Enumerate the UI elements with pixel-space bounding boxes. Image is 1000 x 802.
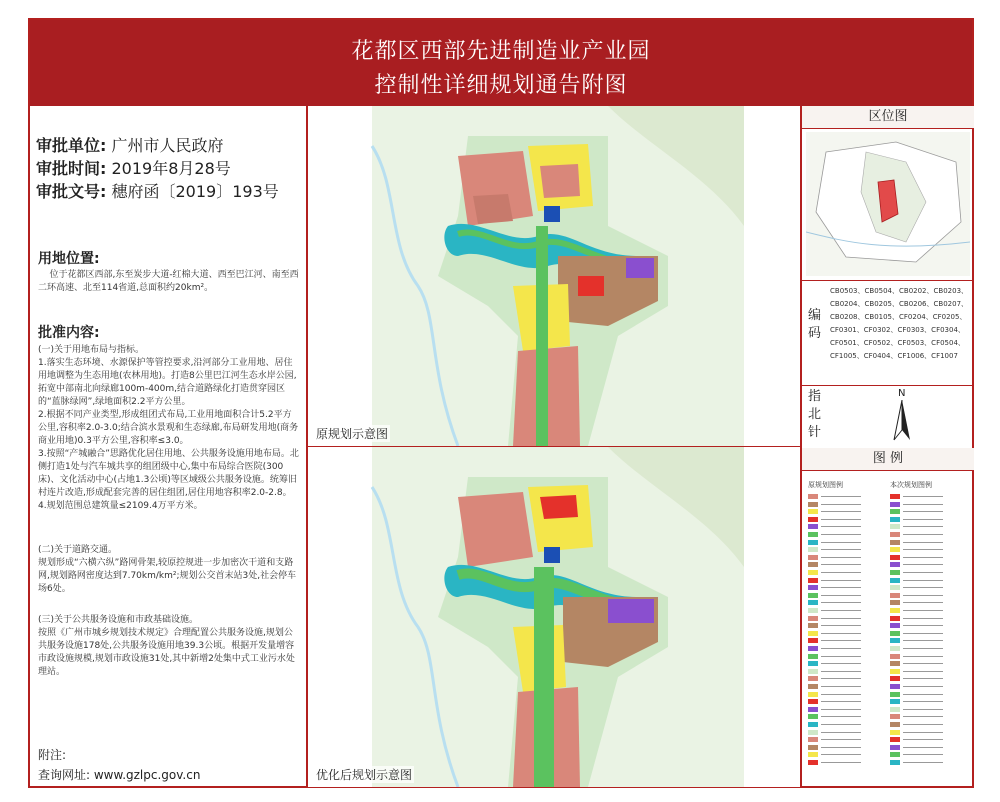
commercial-block [540, 495, 578, 519]
legend-text-line [903, 633, 943, 634]
legend-swatch [890, 585, 900, 590]
legend-text-line [821, 701, 861, 702]
legend-swatch [890, 562, 900, 567]
legend-swatch [808, 669, 818, 674]
legend-text-line [903, 686, 943, 687]
legend-text-line [903, 504, 943, 505]
legend-swatch [808, 676, 818, 681]
legend-swatch [808, 517, 818, 522]
legend-text-line [821, 671, 861, 672]
legend-swatch [808, 562, 818, 567]
content-section-3: (三)关于公共服务设施和市政基础设施。 按照《广州市城乡规划技术规定》合理配置公共服务设施,规划公共服务设施178处,公共服务设施用地39.3公顷。根据开发量增容市政设施规模,规划市政设施31处,其中新增2处集中式工业污水处理站。 [38, 615, 295, 677]
legend-swatch [808, 600, 818, 605]
content-section-2: (二)关于道路交通。 规划形成“六横六纵”路网骨架,较原控规进一步加密次干道和支路网,规划路网密度达到7.70km/km²;规划公交首末站3处,社会停车场6处。 [38, 545, 297, 594]
legend-swatch [890, 692, 900, 697]
code-list: CB0503、CB0504、CB0202、CB0203、CB0204、CB0205、CB0206、CB0207、CB0208、CB0105、CF0204、CF0205、CF0301、CF0302、CF0303、CF0304、CF0501、CF0502、CF0503、CF0504、CF1005、CF0404、CF1006、CF1007 [830, 287, 969, 360]
legend-text-line [903, 496, 943, 497]
legend-swatch [890, 745, 900, 750]
legend-swatch [808, 509, 818, 514]
legend-text-line [821, 762, 861, 763]
legend-text-line [903, 595, 943, 596]
legend-text-line [903, 739, 943, 740]
public-facility-block [528, 485, 593, 552]
legend-swatch [808, 623, 818, 628]
location-title: 用地位置: [38, 251, 100, 267]
location-inset-map [806, 132, 970, 276]
legend-text-line [903, 732, 943, 733]
legend-text-line [821, 656, 861, 657]
legend-swatch [890, 752, 900, 757]
legend-swatch [808, 699, 818, 704]
legend-text-line [821, 534, 861, 535]
legend-text-line [903, 762, 943, 763]
legend-text-line [821, 747, 861, 748]
legend-swatch [890, 699, 900, 704]
legend-text-line [821, 633, 861, 634]
legend-swatch [808, 608, 818, 613]
legend-swatch [890, 654, 900, 659]
legend-swatch [890, 722, 900, 727]
legend-text-line [821, 618, 861, 619]
legend-text-line [903, 602, 943, 603]
optimized-plan-label: 优化后规划示意图 [316, 768, 413, 782]
legend-text-line [821, 686, 861, 687]
legend-text-line [903, 648, 943, 649]
legend-swatch [808, 616, 818, 621]
legend-swatch [808, 631, 818, 636]
legend-swatch [808, 684, 818, 689]
legend-swatch [808, 654, 818, 659]
notes-label: 附注: [38, 748, 67, 762]
legend-swatch [890, 737, 900, 742]
legend-swatch [890, 760, 900, 765]
utility-block [544, 206, 560, 222]
legend-swatch [890, 547, 900, 552]
legend-swatch [808, 646, 818, 651]
legend-swatch [808, 532, 818, 537]
legend-swatch [890, 714, 900, 719]
legend-swatch [890, 646, 900, 651]
legend-swatch [808, 570, 818, 575]
legend-swatch [890, 631, 900, 636]
legend-text-line [903, 724, 943, 725]
legend-swatch [808, 752, 818, 757]
arrow-light-half [894, 400, 902, 440]
legend-swatch [808, 714, 818, 719]
arrow-dark-half [902, 400, 910, 440]
title-banner [30, 20, 972, 106]
legend-text-line [821, 694, 861, 695]
legend-text-line [903, 549, 943, 550]
legend-text-line [821, 587, 861, 588]
legend-swatch [890, 616, 900, 621]
north-label: 指北针 [808, 389, 822, 440]
legend-text-line [821, 709, 861, 710]
map-frame [28, 18, 974, 788]
legend-swatch [890, 509, 900, 514]
legend-text-line [903, 557, 943, 558]
legend-text-line [821, 557, 861, 558]
approval-info [36, 134, 279, 203]
legend-swatch [808, 707, 818, 712]
optimized-plan-map [308, 447, 800, 787]
legend-swatch [808, 524, 818, 529]
legend-section [802, 448, 974, 788]
legend-swatch [890, 570, 900, 575]
legend-text-line [821, 610, 861, 611]
legend-text-line [821, 511, 861, 512]
legend-swatch [808, 502, 818, 507]
legend-swatch [890, 600, 900, 605]
title-line-2: 控制性详细规划通告附图 [374, 73, 628, 98]
legend-text-line [821, 716, 861, 717]
legend-text-line [903, 701, 943, 702]
query-url: 查询网址: www.gzlpc.gov.cn [38, 768, 201, 782]
legend-text-line [903, 526, 943, 527]
legend-swatch [890, 623, 900, 628]
legend-text-line [821, 663, 861, 664]
approval-time: 审批时间: 2019年8月28号 [36, 159, 231, 178]
legend-text-line [821, 754, 861, 755]
original-plan-map [308, 106, 800, 448]
legend-text-line [821, 549, 861, 550]
north-letter: N [898, 388, 906, 399]
legend-swatch [890, 661, 900, 666]
legend-swatch [808, 722, 818, 727]
legend-col1-title: 原规划图例 [808, 481, 843, 489]
legend-text-line [903, 678, 943, 679]
legend-swatch [808, 585, 818, 590]
legend-text-line [903, 709, 943, 710]
research-block [626, 258, 654, 278]
legend-swatch [890, 578, 900, 583]
legend-swatch [890, 638, 900, 643]
legend-text-line [821, 732, 861, 733]
green-corridor [534, 567, 554, 787]
legend-swatch [808, 494, 818, 499]
legend-text-line [821, 724, 861, 725]
legend-swatch [890, 684, 900, 689]
legend-text-line [903, 564, 943, 565]
legend-swatch [890, 669, 900, 674]
code-section [802, 280, 974, 386]
legend-swatch [808, 555, 818, 560]
approval-unit: 审批单位: 广州市人民政府 [36, 136, 224, 155]
legend-col2-title: 本次规划图例 [890, 481, 932, 489]
legend-swatch [890, 676, 900, 681]
legend-swatch [890, 608, 900, 613]
legend-text-line [821, 648, 861, 649]
legend-swatch [808, 745, 818, 750]
code-label: 编码 [808, 308, 822, 341]
legend-text-line [903, 671, 943, 672]
legend-swatch [808, 737, 818, 742]
legend-swatch [890, 730, 900, 735]
legend-text-line [903, 754, 943, 755]
legend-text-line [821, 625, 861, 626]
approval-content-title: 批准内容: [38, 325, 100, 341]
legend-text-line [821, 678, 861, 679]
legend-text-line [903, 587, 943, 588]
legend-text-line [821, 564, 861, 565]
legend-text-line [821, 572, 861, 573]
legend-swatch [890, 517, 900, 522]
north-arrow-icon [892, 400, 912, 442]
legend-swatch [808, 730, 818, 735]
legend-text-line [821, 519, 861, 520]
legend-text-line [903, 519, 943, 520]
approval-doc: 审批文号: 穗府函〔2019〕193号 [36, 182, 279, 201]
legend-text-line [903, 625, 943, 626]
residential-block [473, 194, 513, 224]
utility-block [544, 547, 560, 563]
legend-text-line [903, 663, 943, 664]
legend-swatch [890, 524, 900, 529]
legend-swatch [808, 661, 818, 666]
legend-text-line [903, 694, 943, 695]
legend-swatch [890, 494, 900, 499]
info-panel [30, 106, 308, 788]
location-text: 位于花都区西部,东至炭步大道-红棉大道、西至巴江河、南至西二环高速、北至114省道,总面积约20km²。 [38, 270, 299, 293]
green-corridor [536, 226, 548, 446]
legend-text-line [903, 656, 943, 657]
legend-swatch [808, 547, 818, 552]
legend-text-line [821, 739, 861, 740]
legend-swatch [890, 593, 900, 598]
original-plan-graphic [308, 106, 800, 446]
residential-block [458, 492, 533, 567]
project-site-highlight [878, 180, 898, 222]
legend-text-line [821, 504, 861, 505]
legend-text-line [903, 640, 943, 641]
legend-swatch [890, 555, 900, 560]
residential-block [540, 164, 580, 198]
legend-text-line [903, 580, 943, 581]
content-section-1: (一)关于用地布局与指标。 1.落实生态环境、水源保护等管控要求,沿河部分工业用地、居住用地调整为生态用地(农林用地)。打造8公里巴江河生态水岸公园,拓宽中部南北向绿廊100m-400m,结合道路绿化打造贯穿园区的“蓝脉绿网”,绿地面积2.2平方公里。 2.根据不同产业类型,形成组团式布局,工业用地面积合计5.2平方公里,容积率2.0-3.0;结合滨水景观和生态绿廊,布局研发用地(商务商业用地)0.3平方公里,容积率≤3.0。 3.按照“产城融合”思路优化居住用地、公共服务设施用地布局。北侧打造1处与汽车城共享的组团级中心,集中布局综合医院(300床)、文化活动中心(占地1.3公顷)等区域级公共服务设施。统筹旧村连片改造,形成配套完善的居住组团,居住用地容积率2.0-2.8。 4.规划范围总建筑量≤2109.4万平方米。 [38, 345, 299, 511]
legend-swatch [808, 692, 818, 697]
legend-swatch [808, 540, 818, 545]
legend-text-line [903, 572, 943, 573]
north-arrow-section [802, 384, 974, 449]
legend-text-line [903, 747, 943, 748]
legend-panel [800, 106, 974, 788]
legend-title: 图 例 [802, 448, 974, 471]
legend-text-line [821, 602, 861, 603]
legend-swatch [808, 578, 818, 583]
original-plan-label: 原规划示意图 [316, 427, 389, 441]
research-block [608, 599, 654, 623]
legend-text-line [903, 511, 943, 512]
legend-text-line [821, 640, 861, 641]
legend-swatch [808, 593, 818, 598]
legend-text-line [821, 580, 861, 581]
legend-swatch [808, 638, 818, 643]
legend-text-line [903, 534, 943, 535]
legend-text-line [821, 595, 861, 596]
commercial-block [578, 276, 604, 296]
location-map-title: 区位图 [802, 106, 974, 129]
legend-swatch [890, 532, 900, 537]
legend-swatch [808, 760, 818, 765]
legend-text-line [821, 526, 861, 527]
map-area [308, 106, 800, 788]
legend-swatch [890, 540, 900, 545]
title-line-1: 花都区西部先进制造业产业园 [351, 39, 651, 64]
optimized-plan-graphic [308, 447, 800, 787]
legend-text-line [903, 610, 943, 611]
legend-text-line [903, 618, 943, 619]
legend-swatch [890, 502, 900, 507]
legend-swatch [890, 707, 900, 712]
legend-text-line [903, 716, 943, 717]
legend-text-line [903, 542, 943, 543]
legend-text-line [821, 496, 861, 497]
legend-text-line [821, 542, 861, 543]
